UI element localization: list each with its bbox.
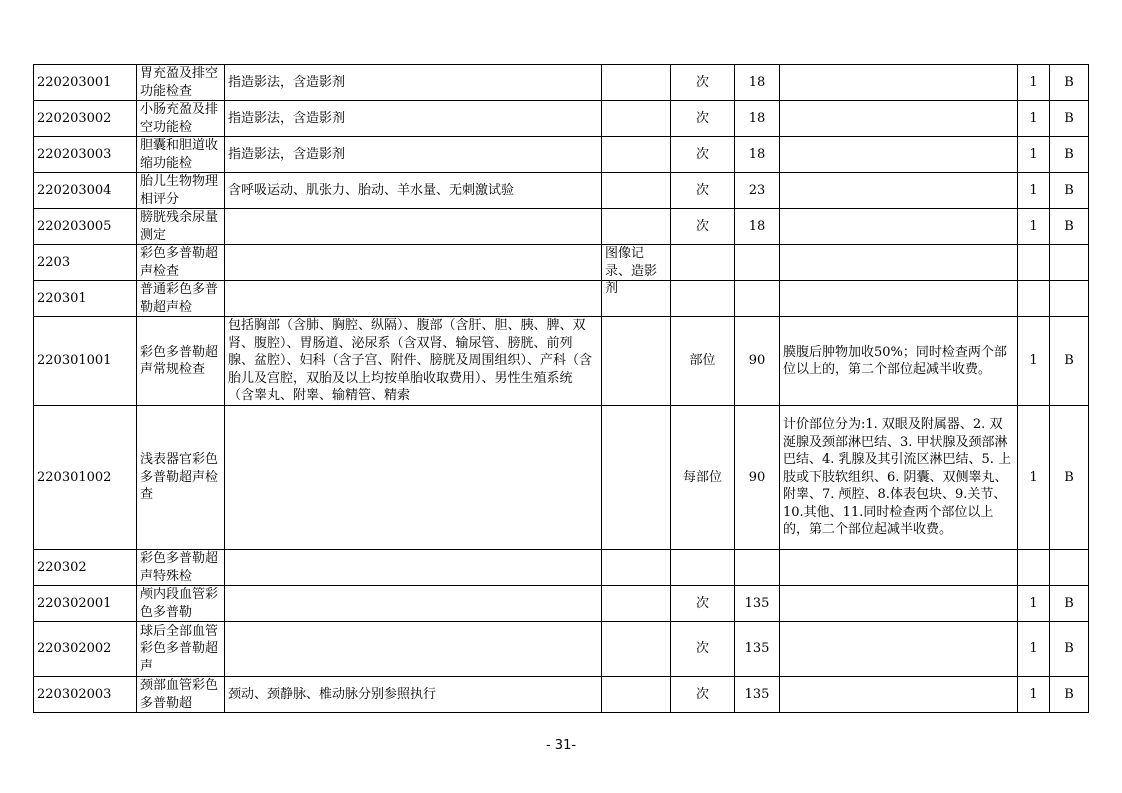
fee-table [33, 64, 1089, 713]
cell-item-name [137, 209, 225, 245]
cell-level [1018, 137, 1050, 173]
cell-code-text: 220203004 [37, 182, 112, 198]
cell-category-text: B [1064, 74, 1074, 90]
cell-note [780, 101, 1018, 137]
cell-item-name [137, 406, 225, 550]
cell-item-name-text: 胆囊和胆道收缩功能检 [140, 138, 219, 171]
cell-category [1050, 209, 1089, 245]
cell-level [1018, 209, 1050, 245]
cell-level [1018, 622, 1050, 677]
cell-item-name [137, 586, 225, 622]
table-row [34, 550, 1089, 586]
cell-price-text: 23 [748, 182, 766, 198]
cell-price-text: 18 [748, 146, 766, 162]
cell-item-name-text: 彩色多普勒超声常规检查 [140, 344, 219, 377]
cell-level [1018, 677, 1050, 713]
cell-content [225, 209, 602, 245]
cell-excluded [602, 65, 671, 101]
cell-price-text: 135 [744, 686, 770, 702]
cell-code [34, 550, 137, 586]
cell-excluded [602, 406, 671, 550]
cell-code-text: 220302001 [37, 595, 112, 611]
cell-content-text: 包括胸部（含肺、胸腔、纵隔）、腹部（含肝、胆、胰、脾、双肾、腹腔）、胃肠道、泌尿系（含双肾、输尿管、膀胱、前列腺、盆腔）、妇科（含子宫、附件、膀胱及周围组织）、产科（含胎儿及宫腔，双胎及以上均按单胎收取费用）、男性生殖系统（含睾丸、附睾、输精管、精索 [228, 318, 593, 404]
cell-content [225, 65, 602, 101]
cell-code [34, 317, 137, 406]
cell-category-text: B [1064, 686, 1074, 702]
cell-level-text: 1 [1029, 74, 1038, 90]
cell-content-text: 含呼吸运动、肌张力、胎动、羊水量、无刺激试验 [228, 182, 515, 198]
cell-code-text: 220203002 [37, 110, 112, 126]
cell-price-text: 90 [748, 353, 766, 369]
cell-price-text: 18 [748, 218, 766, 234]
cell-note [780, 137, 1018, 173]
cell-item-name-text: 普通彩色多普勒超声检 [140, 282, 219, 315]
cell-note [780, 622, 1018, 677]
cell-excluded [602, 137, 671, 173]
cell-content [225, 586, 602, 622]
cell-excluded [602, 245, 671, 296]
cell-category-text: B [1064, 641, 1074, 657]
cell-level [1018, 65, 1050, 101]
cell-category-text: B [1064, 595, 1074, 611]
cell-note [780, 209, 1018, 245]
cell-level [1018, 406, 1050, 550]
cell-item-name-text: 胃充盈及排空功能检查 [140, 66, 219, 99]
cell-content [225, 245, 602, 281]
cell-excluded [602, 209, 671, 245]
cell-code [34, 101, 137, 137]
cell-content [225, 677, 602, 713]
cell-category-text: B [1064, 146, 1074, 162]
cell-content [225, 173, 602, 209]
cell-code [34, 677, 137, 713]
cell-level-text: 1 [1029, 641, 1038, 657]
table-row [34, 65, 1089, 101]
cell-price [735, 622, 780, 677]
cell-item-name-text: 球后全部血管彩色多普勒超声 [140, 623, 219, 674]
cell-code-text: 220203001 [37, 74, 112, 90]
cell-price [735, 137, 780, 173]
cell-unit [671, 65, 735, 101]
cell-note [780, 245, 1018, 281]
cell-price-text: 135 [744, 641, 770, 657]
table-row [34, 406, 1089, 550]
cell-unit [671, 137, 735, 173]
cell-level-text: 1 [1029, 469, 1038, 485]
cell-code [34, 209, 137, 245]
cell-item-name [137, 245, 225, 281]
cell-category [1050, 281, 1089, 317]
cell-item-name [137, 550, 225, 586]
cell-item-name [137, 622, 225, 677]
cell-item-name-text: 浅表器官彩色多普勒超声检查 [140, 452, 219, 503]
cell-price [735, 586, 780, 622]
cell-price-text: 18 [748, 74, 766, 90]
cell-price [735, 281, 780, 317]
cell-unit [671, 209, 735, 245]
cell-item-name-text: 彩色多普勒超声特殊检 [140, 551, 219, 584]
cell-unit [671, 677, 735, 713]
fee-table-body [34, 65, 1089, 713]
cell-price [735, 245, 780, 281]
cell-unit-text: 每部位 [682, 469, 722, 485]
cell-content [225, 137, 602, 173]
cell-excluded [602, 622, 671, 677]
cell-code [34, 586, 137, 622]
table-row [34, 209, 1089, 245]
cell-content [225, 281, 602, 317]
cell-content [225, 406, 602, 550]
cell-price [735, 101, 780, 137]
cell-code-text: 220301001 [37, 353, 112, 369]
cell-level [1018, 173, 1050, 209]
cell-unit-text: 次 [695, 74, 709, 90]
table-row [34, 622, 1089, 677]
cell-code-text: 220302 [37, 559, 87, 575]
cell-level-text: 1 [1029, 110, 1038, 126]
cell-content [225, 622, 602, 677]
cell-category [1050, 137, 1089, 173]
cell-code-text: 220203003 [37, 146, 112, 162]
cell-code [34, 245, 137, 281]
cell-unit [671, 586, 735, 622]
cell-code-text: 220301 [37, 290, 87, 306]
cell-note-text: 计价部位分为:1. 双眼及附属器、2. 双涎腺及颈部淋巴结、3. 甲状腺及颈部淋巴结、4. 乳腺及其引流区淋巴结、5. 上肢或下肢软组织、6. 阴囊、双侧睾丸、附睾、7. 颅腔、8.体表包块、9.关节、10.其他、11.同时检查两个部位以上的，第二个部位起减半收费。 [783, 417, 1012, 538]
cell-price [735, 317, 780, 406]
cell-code [34, 281, 137, 317]
cell-excluded [602, 586, 671, 622]
cell-category [1050, 173, 1089, 209]
cell-content [225, 550, 602, 586]
table-row [34, 101, 1089, 137]
cell-item-name-text: 胎儿生物物理相评分 [140, 174, 219, 207]
cell-price-text: 135 [744, 595, 770, 611]
cell-code-text: 2203 [37, 254, 71, 270]
cell-excluded [602, 101, 671, 137]
cell-excluded [602, 173, 671, 209]
cell-unit-text: 部位 [689, 353, 716, 369]
cell-unit-text: 次 [695, 641, 709, 657]
cell-unit-text: 次 [695, 595, 709, 611]
table-row [34, 586, 1089, 622]
cell-price [735, 65, 780, 101]
cell-item-name-text: 彩色多普勒超声检查 [140, 246, 219, 279]
cell-level [1018, 586, 1050, 622]
cell-note [780, 677, 1018, 713]
cell-item-name-text: 膀胱残余尿量测定 [140, 210, 219, 243]
cell-price-text: 18 [748, 110, 766, 126]
cell-unit [671, 406, 735, 550]
cell-note [780, 281, 1018, 317]
cell-code-text: 220203005 [37, 218, 112, 234]
cell-category [1050, 245, 1089, 281]
cell-level [1018, 281, 1050, 317]
cell-category-text: B [1064, 110, 1074, 126]
table-row [34, 173, 1089, 209]
cell-code [34, 65, 137, 101]
cell-content [225, 317, 602, 406]
cell-item-name [137, 65, 225, 101]
cell-category-text: B [1064, 218, 1074, 234]
cell-note [780, 406, 1018, 550]
cell-price [735, 677, 780, 713]
cell-code [34, 406, 137, 550]
cell-category [1050, 65, 1089, 101]
cell-item-name [137, 137, 225, 173]
cell-content-text: 指造影法，含造影剂 [228, 110, 346, 126]
cell-unit [671, 317, 735, 406]
cell-content-text: 颈动、颈静脉、椎动脉分别参照执行 [228, 686, 437, 702]
cell-unit [671, 101, 735, 137]
cell-unit-text: 次 [695, 686, 709, 702]
cell-code [34, 622, 137, 677]
cell-unit [671, 622, 735, 677]
cell-unit-text: 次 [695, 182, 709, 198]
cell-content-text: 指造影法，含造影剂 [228, 146, 346, 162]
cell-unit-text: 次 [695, 146, 709, 162]
cell-item-name [137, 281, 225, 317]
cell-code [34, 137, 137, 173]
cell-category [1050, 317, 1089, 406]
cell-excluded [602, 550, 671, 586]
cell-code-text: 220301002 [37, 469, 112, 485]
cell-category [1050, 677, 1089, 713]
cell-level-text: 1 [1029, 353, 1038, 369]
cell-level-text: 1 [1029, 595, 1038, 611]
cell-category-text: B [1064, 182, 1074, 198]
cell-note [780, 65, 1018, 101]
table-row [34, 245, 1089, 281]
cell-price [735, 173, 780, 209]
cell-unit [671, 245, 735, 281]
cell-unit [671, 281, 735, 317]
cell-level [1018, 550, 1050, 586]
cell-category [1050, 406, 1089, 550]
cell-level-text: 1 [1029, 686, 1038, 702]
cell-note [780, 586, 1018, 622]
cell-content [225, 101, 602, 137]
cell-item-name [137, 677, 225, 713]
cell-category [1050, 550, 1089, 586]
cell-item-name-text: 小肠充盈及排空功能检 [140, 102, 219, 135]
cell-item-name-text: 颅内段血管彩色多普勒 [140, 587, 219, 620]
table-row [34, 281, 1089, 317]
cell-level [1018, 317, 1050, 406]
cell-note [780, 173, 1018, 209]
cell-category [1050, 622, 1089, 677]
cell-code-text: 220302003 [37, 686, 112, 702]
page-number: - 31- [545, 738, 577, 753]
cell-category-text: B [1064, 353, 1074, 369]
cell-excluded-text: 图像记录、造影剂 [605, 246, 658, 296]
table-row [34, 677, 1089, 713]
cell-item-name [137, 317, 225, 406]
cell-excluded [602, 677, 671, 713]
cell-level-text: 1 [1029, 182, 1038, 198]
cell-excluded [602, 317, 671, 406]
cell-level [1018, 101, 1050, 137]
cell-code-text: 220302002 [37, 641, 112, 657]
cell-note [780, 550, 1018, 586]
cell-price [735, 406, 780, 550]
cell-unit [671, 550, 735, 586]
table-row [34, 137, 1089, 173]
cell-price [735, 550, 780, 586]
cell-item-name-text: 颈部血管彩色多普勒超 [140, 678, 219, 711]
cell-note-text: 膜腹后肿物加收50%；同时检查两个部位以上的，第二个部位起减半收费。 [783, 344, 1007, 377]
cell-unit [671, 173, 735, 209]
cell-level-text: 1 [1029, 218, 1038, 234]
cell-price [735, 209, 780, 245]
cell-category [1050, 101, 1089, 137]
cell-content-text: 指造影法，含造影剂 [228, 74, 346, 90]
cell-level-text: 1 [1029, 146, 1038, 162]
cell-note [780, 317, 1018, 406]
cell-unit-text: 次 [695, 110, 709, 126]
cell-category [1050, 586, 1089, 622]
cell-category-text: B [1064, 469, 1074, 485]
cell-item-name [137, 101, 225, 137]
cell-price-text: 90 [748, 469, 766, 485]
cell-unit-text: 次 [695, 218, 709, 234]
table-row [34, 317, 1089, 406]
cell-code [34, 173, 137, 209]
cell-item-name [137, 173, 225, 209]
cell-level [1018, 245, 1050, 281]
